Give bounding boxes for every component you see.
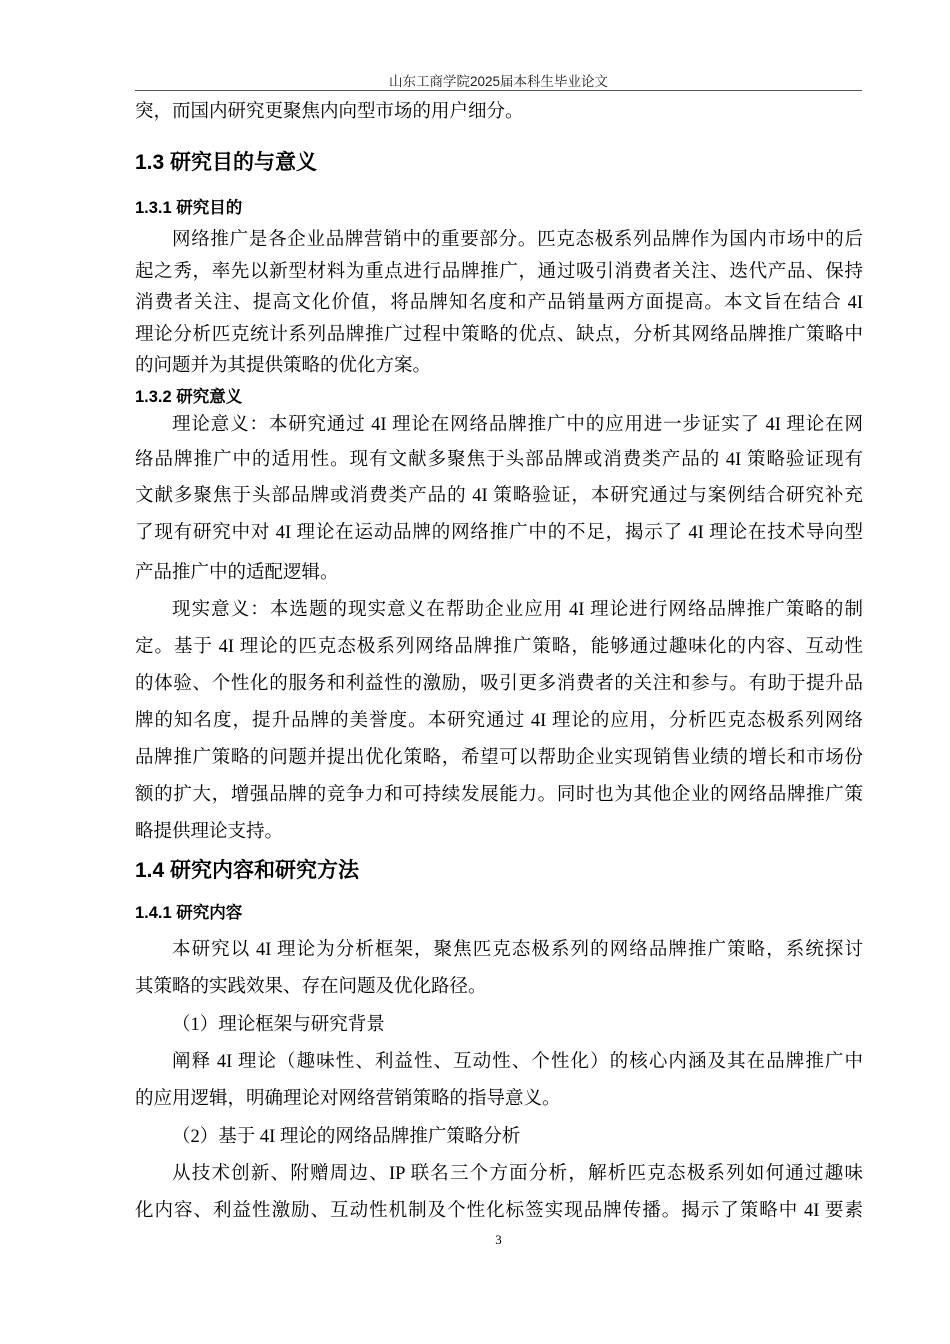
- paragraph-line: 阐释 4I 理论（趣味性、利益性、互动性、个性化）的核心内涵及其在品牌推广中: [172, 1052, 863, 1072]
- page-number: 3: [495, 1232, 502, 1247]
- paragraph-line: 理论分析匹克统计系列品牌推广过程中策略的优点、缺点，分析其网络品牌推广策略中: [135, 325, 863, 345]
- paragraph-line: 品牌推广策略的问题并提出优化策略，希望可以帮助企业实现销售业绩的增长和市场份: [135, 748, 863, 768]
- paragraph-line: 理论意义：本研究通过 4I 理论在网络品牌推广中的应用进一步证实了 4I 理论在网: [172, 415, 863, 435]
- list-heading: （1）理论框架与研究背景: [172, 1015, 385, 1035]
- paragraph-line: 本研究以 4I 理论为分析框架，聚焦匹克态极系列的网络品牌推广策略，系统探讨: [172, 940, 863, 960]
- list-heading: （2）基于 4I 理论的网络品牌推广策略分析: [172, 1127, 521, 1147]
- section-heading: 1.3 研究目的与意义: [135, 151, 318, 174]
- paragraph-line: 网络推广是各企业品牌营销中的重要部分。匹克态极系列品牌作为国内市场中的后: [172, 230, 863, 250]
- paragraph-line: 了现有研究中对 4I 理论在运动品牌的网络推广中的不足，揭示了 4I 理论在技术导向型: [135, 523, 863, 543]
- paragraph-line: 从技术创新、附赠周边、IP 联名三个方面分析，解析匹克态极系列如何通过趣味: [172, 1164, 863, 1184]
- paragraph-line: 化内容、利益性激励、互动性机制及个性化标签实现品牌传播。揭示了策略中 4I 要素: [135, 1201, 863, 1221]
- paragraph-line: 突，而国内研究更聚焦内向型市场的用户细分。: [135, 102, 524, 122]
- paragraph-line: 略提供理论支持。: [135, 822, 284, 842]
- subsection-heading: 1.4.1 研究内容: [135, 904, 243, 922]
- subsection-heading: 1.3.1 研究目的: [135, 199, 243, 217]
- paragraph-line: 定。基于 4I 理论的匹克态极系列网络品牌推广策略，能够通过趣味化的内容、互动性: [135, 637, 863, 657]
- paragraph-line: 现实意义：本选题的现实意义在帮助企业应用 4I 理论进行网络品牌推广策略的制: [172, 600, 863, 620]
- paragraph-line: 其策略的实践效果、存在问题及优化路径。: [135, 977, 487, 997]
- paragraph-line: 额的扩大，增强品牌的竞争力和可持续发展能力。同时也为其他企业的网络品牌推广策: [135, 785, 863, 805]
- header-rule: [135, 90, 862, 91]
- paragraph-line: 的问题并为其提供策略的优化方案。: [135, 356, 432, 376]
- section-heading: 1.4 研究内容和研究方法: [135, 859, 360, 882]
- paragraph-line: 的应用逻辑，明确理论对网络营销策略的指导意义。: [135, 1089, 561, 1109]
- subsection-heading: 1.3.2 研究意义: [135, 388, 243, 406]
- paragraph-line: 产品推广中的适配逻辑。: [135, 563, 339, 583]
- paragraph-line: 络品牌推广中的适用性。现有文献多聚焦于头部品牌或消费类产品的 4I 策略验证现有: [135, 450, 863, 470]
- paragraph-line: 牌的知名度，提升品牌的美誉度。本研究通过 4I 理论的应用，分析匹克态极系列网络: [135, 711, 863, 731]
- running-header: 山东工商学院2025届本科生毕业论文: [388, 74, 609, 89]
- paragraph-line: 起之秀，率先以新型材料为重点进行品牌推广，通过吸引消费者关注、迭代产品、保持: [135, 262, 863, 282]
- paragraph-line: 文献多聚焦于头部品牌或消费类产品的 4I 策略验证，本研究通过与案例结合研究补充: [135, 486, 863, 506]
- paragraph-line: 的体验、个性化的服务和利益性的激励，吸引更多消费者的关注和参与。有助于提升品: [135, 674, 863, 694]
- paragraph-line: 消费者关注、提高文化价值，将品牌知名度和产品销量两方面提高。本文旨在结合 4I: [135, 293, 863, 313]
